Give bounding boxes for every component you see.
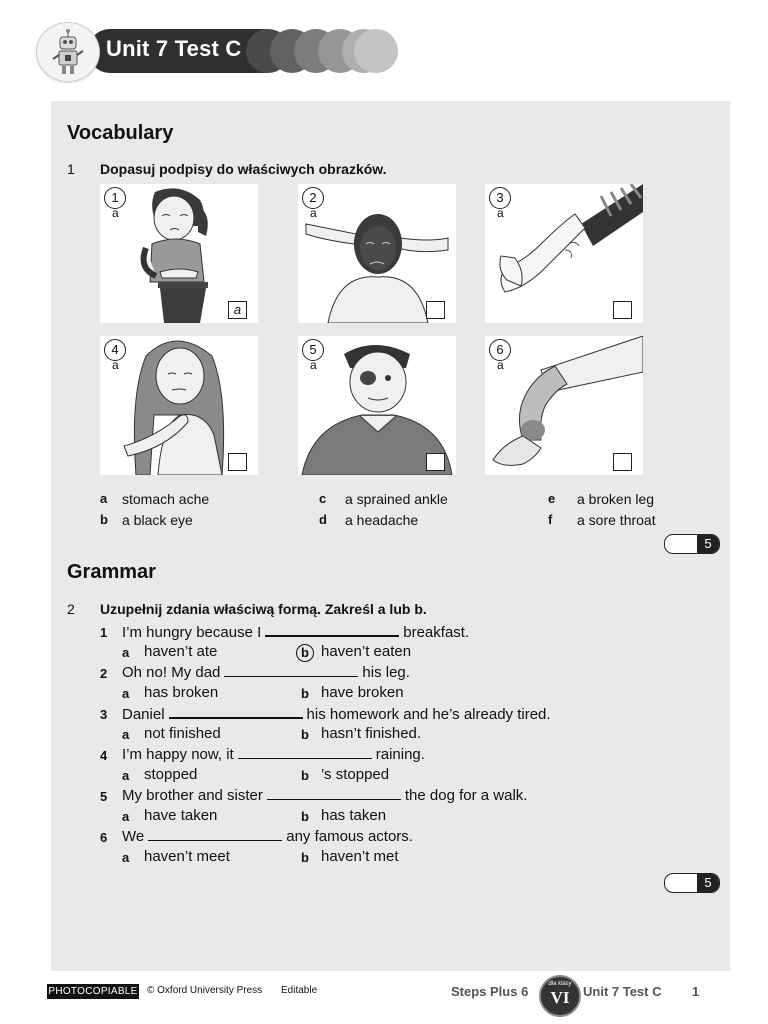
option-letter: d	[319, 512, 327, 527]
option-b-text[interactable]: haven’t eaten	[321, 643, 412, 660]
picture-stomach-ache	[100, 184, 258, 323]
option-a-label[interactable]: a	[122, 850, 130, 865]
option-b-text[interactable]: have broken	[321, 684, 404, 701]
option-b-label[interactable]: b	[301, 727, 309, 742]
picture-sore-throat	[100, 336, 258, 475]
picture-letter: a	[310, 206, 317, 220]
editable-label: Editable	[281, 985, 318, 996]
exercise-instruction: Dopasuj podpisy do właściwych obrazków.	[100, 161, 387, 177]
answer-box[interactable]	[426, 453, 445, 471]
answer-blank[interactable]	[238, 746, 372, 759]
option-b-label[interactable]: b	[301, 686, 309, 701]
grammar-score-box	[664, 873, 720, 893]
option-b-label-circled[interactable]: b	[296, 644, 314, 662]
option-a-label[interactable]: a	[122, 727, 130, 742]
question-sentence	[122, 623, 469, 641]
picture-black-eye	[298, 336, 456, 475]
option-text: a black eye	[122, 512, 193, 528]
picture-number: 5	[302, 339, 324, 361]
photocopiable-label: PHOTOCOPIABLE	[48, 986, 138, 997]
question-sentence	[122, 828, 413, 845]
option-b-text[interactable]: has taken	[321, 807, 387, 824]
option-a-text[interactable]: has broken	[144, 684, 219, 701]
option-a-text[interactable]: not finished	[144, 725, 221, 742]
sentence-start: Oh no! My dad	[122, 664, 221, 681]
grade-badge-numeral: VI	[550, 988, 570, 1007]
series-name: Steps Plus 6	[451, 984, 529, 999]
answer-box[interactable]	[613, 453, 632, 471]
picture-number: 4	[104, 339, 126, 361]
answer-blank[interactable]	[224, 664, 358, 677]
option-b-label[interactable]: b	[301, 850, 309, 865]
page-header	[0, 0, 768, 92]
sentence-start: I’m hungry because I	[122, 624, 262, 641]
grade-badge	[539, 975, 581, 1017]
picture-number: 6	[489, 339, 511, 361]
option-a-label[interactable]: a	[122, 768, 130, 783]
question-sentence	[122, 705, 551, 723]
exercise-instruction: Uzupełnij zdania właściwą formą. Zakreśl a lub b.	[100, 601, 427, 617]
question-sentence	[122, 664, 410, 681]
footer-unit-label: Unit 7 Test C	[583, 984, 662, 999]
page-number: 1	[692, 984, 700, 999]
option-letter: b	[100, 512, 108, 527]
sentence-end: any famous actors.	[286, 828, 413, 845]
option-a-text[interactable]: have taken	[144, 807, 218, 824]
question-sentence	[122, 787, 527, 804]
answer-blank[interactable]	[148, 828, 282, 841]
robot-logo	[36, 22, 100, 82]
option-a-label[interactable]: a	[122, 645, 130, 660]
question-number: 1	[100, 625, 108, 640]
option-a-text[interactable]: haven’t ate	[144, 643, 218, 660]
vocabulary-score-box	[664, 534, 720, 554]
exercise-number: 2	[67, 601, 75, 617]
grade-badge-caption: dla klasy	[548, 981, 572, 987]
question-number: 6	[100, 830, 108, 845]
picture-letter: a	[112, 206, 119, 220]
question-number: 4	[100, 748, 108, 763]
picture-sprained-ankle	[485, 336, 643, 475]
score-value: 5	[697, 535, 719, 553]
picture-headache	[298, 184, 456, 323]
answer-box[interactable]: a	[228, 301, 247, 319]
sentence-end: raining.	[375, 746, 425, 763]
question-number: 2	[100, 666, 108, 681]
banner-bubble	[354, 29, 398, 73]
option-a-text[interactable]: stopped	[144, 766, 198, 783]
picture-letter: a	[112, 358, 119, 372]
picture-broken-leg	[485, 184, 643, 323]
score-value: 5	[697, 874, 719, 892]
question-number: 5	[100, 789, 108, 804]
vocabulary-heading: Vocabulary	[67, 122, 174, 144]
answer-blank[interactable]	[265, 623, 399, 637]
grammar-heading: Grammar	[67, 561, 156, 583]
answer-blank[interactable]	[169, 705, 303, 719]
sentence-start: My brother and sister	[122, 787, 263, 804]
answer-blank[interactable]	[267, 787, 401, 800]
option-b-label[interactable]: b	[301, 809, 309, 824]
option-b-text[interactable]: hasn’t finished.	[321, 725, 422, 742]
picture-number: 1	[104, 187, 126, 209]
sentence-end: the dog for a walk.	[404, 787, 528, 804]
robot-icon	[51, 29, 85, 75]
option-letter: e	[548, 491, 556, 506]
option-b-label[interactable]: b	[301, 768, 309, 783]
option-b-text[interactable]: haven’t met	[321, 848, 399, 865]
option-letter: f	[548, 512, 553, 527]
page-title: Unit 7 Test C	[106, 36, 242, 61]
sentence-end: his leg.	[362, 664, 410, 681]
answer-box[interactable]	[613, 301, 632, 319]
option-text: a broken leg	[577, 491, 655, 507]
sentence-start: We	[122, 828, 145, 845]
exercise-number: 1	[67, 161, 75, 177]
picture-letter: a	[497, 358, 504, 372]
question-number: 3	[100, 707, 108, 722]
option-a-label[interactable]: a	[122, 686, 130, 701]
option-letter: c	[319, 491, 327, 506]
option-a-text[interactable]: haven’t meet	[144, 848, 230, 865]
copyright-text: © Oxford University Press	[147, 985, 263, 996]
sentence-end: breakfast.	[403, 624, 470, 641]
answer-box[interactable]	[426, 301, 445, 319]
picture-letter: a	[310, 358, 317, 372]
option-letter: a	[100, 491, 108, 506]
picture-number: 3	[489, 187, 511, 209]
option-text: a sore throat	[577, 512, 656, 528]
answer-box[interactable]	[228, 453, 247, 471]
option-text: a headache	[345, 512, 419, 528]
sentence-end: his homework and he’s already tired.	[306, 706, 551, 723]
option-text: stomach ache	[122, 491, 210, 507]
option-b-text[interactable]: ’s stopped	[321, 766, 390, 783]
sentence-start: Daniel	[122, 706, 165, 723]
picture-letter: a	[497, 206, 504, 220]
option-a-label[interactable]: a	[122, 809, 130, 824]
option-text: a sprained ankle	[345, 491, 448, 507]
sentence-start: I’m happy now, it	[122, 746, 234, 763]
question-sentence	[122, 746, 425, 763]
picture-number: 2	[302, 187, 324, 209]
